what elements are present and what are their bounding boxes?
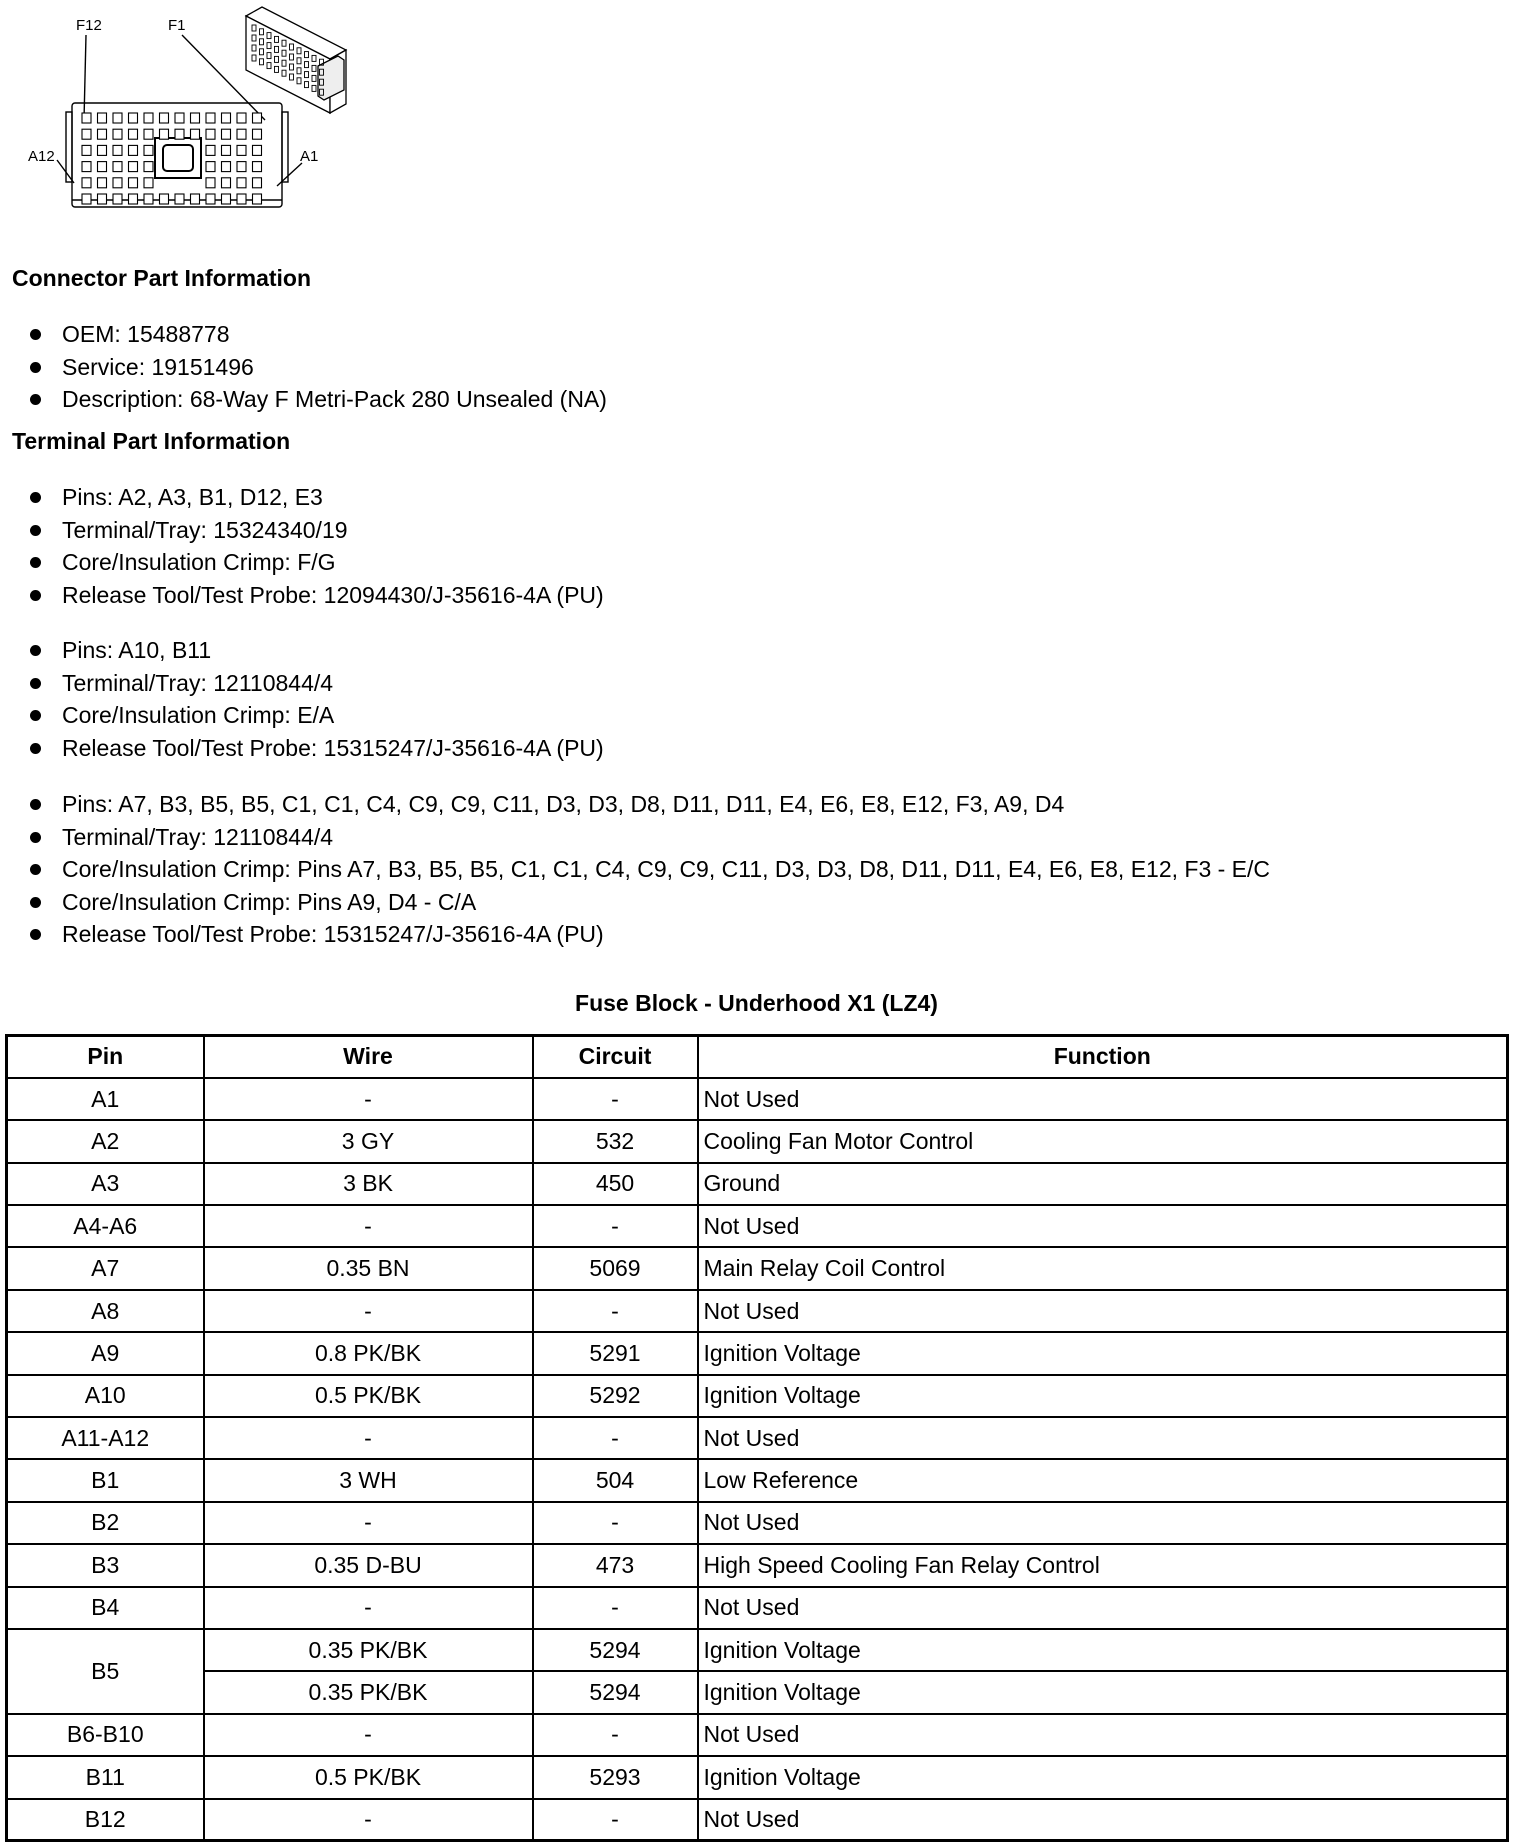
pin-cavity bbox=[253, 194, 262, 204]
list-item: Core/Insulation Crimp: Pins A9, D4 - C/A bbox=[30, 886, 1270, 919]
cell-circuit: - bbox=[533, 1205, 698, 1247]
list-item: Release Tool/Test Probe: 15315247/J-35616-4A (PU) bbox=[30, 918, 1270, 951]
list-item: Core/Insulation Crimp: Pins A7, B3, B5, B5, C1, C1, C4, C9, C9, C11, D3, D3, D8, D11, D11, E4, E6, E8, E12, F3 - E/C bbox=[30, 853, 1270, 886]
cell-function: Not Used bbox=[698, 1587, 1508, 1629]
terminal-group-1 bbox=[30, 481, 604, 611]
list-item: Release Tool/Test Probe: 15315247/J-35616-4A (PU) bbox=[30, 732, 604, 765]
pin-cavity bbox=[113, 113, 122, 123]
pin-cavity bbox=[237, 178, 246, 188]
cell-pin: A7 bbox=[7, 1247, 204, 1289]
pin-cavity bbox=[129, 145, 138, 155]
cell-wire: 3 BK bbox=[204, 1163, 533, 1205]
cell-function: Not Used bbox=[698, 1078, 1508, 1120]
pin-cavity bbox=[191, 113, 200, 123]
pin-cavity bbox=[206, 178, 215, 188]
table-row bbox=[7, 1163, 1508, 1205]
pin-cavity bbox=[160, 113, 169, 123]
cell-wire: 0.5 PK/BK bbox=[204, 1756, 533, 1798]
cell-wire: - bbox=[204, 1205, 533, 1247]
pin-cavity bbox=[98, 194, 107, 204]
cell-function: Ignition Voltage bbox=[698, 1629, 1508, 1671]
label-a12: A12 bbox=[28, 148, 55, 165]
list-item: Terminal/Tray: 12110844/4 bbox=[30, 821, 1270, 854]
pin-cavity bbox=[222, 162, 231, 172]
pin-cavity bbox=[144, 129, 153, 139]
pin-cavity bbox=[175, 129, 184, 139]
pin-cavity bbox=[129, 129, 138, 139]
pin-cavity bbox=[237, 129, 246, 139]
pin-cavity bbox=[98, 113, 107, 123]
pin-cavity bbox=[222, 145, 231, 155]
list-item: Description: 68-Way F Metri-Pack 280 Unsealed (NA) bbox=[30, 383, 607, 416]
pin-cavity bbox=[206, 194, 215, 204]
pin-cavity bbox=[82, 162, 91, 172]
cell-circuit: - bbox=[533, 1290, 698, 1332]
cell-wire: - bbox=[204, 1290, 533, 1332]
cell-wire: - bbox=[204, 1714, 533, 1756]
pin-cavity bbox=[98, 145, 107, 155]
pin-cavity bbox=[253, 145, 262, 155]
cell-function: Ignition Voltage bbox=[698, 1332, 1508, 1374]
cell-circuit: - bbox=[533, 1417, 698, 1459]
pin-cavity bbox=[160, 129, 169, 139]
cell-pin: B6-B10 bbox=[7, 1714, 204, 1756]
table-row bbox=[7, 1375, 1508, 1417]
cell-function: Low Reference bbox=[698, 1459, 1508, 1501]
table-row bbox=[7, 1587, 1508, 1629]
pin-cavity bbox=[175, 113, 184, 123]
cell-wire: 0.35 PK/BK bbox=[204, 1671, 533, 1713]
cell-circuit: 473 bbox=[533, 1544, 698, 1586]
cell-pin: B2 bbox=[7, 1502, 204, 1544]
header-function: Function bbox=[698, 1036, 1508, 1078]
cell-wire: 0.35 BN bbox=[204, 1247, 533, 1289]
pin-cavity bbox=[82, 113, 91, 123]
cell-pin: B5 bbox=[7, 1629, 204, 1714]
pin-cavity bbox=[206, 113, 215, 123]
pin-cavity bbox=[222, 129, 231, 139]
pin-cavity bbox=[98, 162, 107, 172]
pin-cavity bbox=[113, 178, 122, 188]
table-row bbox=[7, 1459, 1508, 1501]
connector-info-heading: Connector Part Information bbox=[12, 265, 312, 291]
header-pin: Pin bbox=[7, 1036, 204, 1078]
cell-pin: A8 bbox=[7, 1290, 204, 1332]
cell-pin: A3 bbox=[7, 1163, 204, 1205]
connector-3d-view bbox=[246, 7, 346, 113]
pin-cavity bbox=[98, 129, 107, 139]
cell-function: Ignition Voltage bbox=[698, 1375, 1508, 1417]
cell-circuit: 5294 bbox=[533, 1629, 698, 1671]
cell-function: Not Used bbox=[698, 1502, 1508, 1544]
list-item: OEM: 15488778 bbox=[30, 318, 607, 351]
pinout-table bbox=[5, 1034, 1509, 1842]
table-header-row bbox=[7, 1036, 1508, 1078]
cell-circuit: 450 bbox=[533, 1163, 698, 1205]
cell-pin: A10 bbox=[7, 1375, 204, 1417]
pin-cavity bbox=[237, 194, 246, 204]
cell-wire: - bbox=[204, 1078, 533, 1120]
cell-wire: - bbox=[204, 1417, 533, 1459]
cell-function: Not Used bbox=[698, 1799, 1508, 1841]
pin-cavity bbox=[113, 162, 122, 172]
table-row bbox=[7, 1671, 1508, 1713]
header-circuit: Circuit bbox=[533, 1036, 698, 1078]
terminal-group-2 bbox=[30, 634, 604, 764]
pin-cavity bbox=[98, 178, 107, 188]
label-f1: F1 bbox=[168, 17, 186, 34]
list-item: Release Tool/Test Probe: 12094430/J-35616-4A (PU) bbox=[30, 579, 604, 612]
cell-pin: B12 bbox=[7, 1799, 204, 1841]
table-row bbox=[7, 1417, 1508, 1459]
list-item: Pins: A2, A3, B1, D12, E3 bbox=[30, 481, 604, 514]
cell-circuit: - bbox=[533, 1587, 698, 1629]
cell-wire: - bbox=[204, 1587, 533, 1629]
pin-cavity bbox=[82, 129, 91, 139]
pin-cavity bbox=[222, 178, 231, 188]
table-row bbox=[7, 1290, 1508, 1332]
cell-function: Cooling Fan Motor Control bbox=[698, 1120, 1508, 1162]
pin-cavity bbox=[82, 145, 91, 155]
cell-wire: 3 GY bbox=[204, 1120, 533, 1162]
pin-cavity bbox=[144, 145, 153, 155]
cell-circuit: 5294 bbox=[533, 1671, 698, 1713]
pin-cavity bbox=[237, 162, 246, 172]
cell-function: Ignition Voltage bbox=[698, 1671, 1508, 1713]
pin-cavity bbox=[253, 129, 262, 139]
pin-grid bbox=[82, 113, 262, 204]
cell-pin: B1 bbox=[7, 1459, 204, 1501]
list-item: Core/Insulation Crimp: E/A bbox=[30, 699, 604, 732]
cell-pin: A2 bbox=[7, 1120, 204, 1162]
cell-wire: - bbox=[204, 1502, 533, 1544]
table-row bbox=[7, 1502, 1508, 1544]
cell-circuit: 5069 bbox=[533, 1247, 698, 1289]
pin-cavity bbox=[222, 194, 231, 204]
cell-circuit: 504 bbox=[533, 1459, 698, 1501]
table-row bbox=[7, 1332, 1508, 1374]
table-row bbox=[7, 1799, 1508, 1841]
terminal-group-3 bbox=[30, 788, 1270, 951]
table-row bbox=[7, 1756, 1508, 1798]
connector-info-list bbox=[30, 318, 607, 416]
cell-pin: B11 bbox=[7, 1756, 204, 1798]
list-item: Service: 19151496 bbox=[30, 351, 607, 384]
table-row bbox=[7, 1544, 1508, 1586]
cell-circuit: 5293 bbox=[533, 1756, 698, 1798]
pin-cavity bbox=[144, 194, 153, 204]
pin-cavity bbox=[191, 129, 200, 139]
label-f12: F12 bbox=[76, 17, 102, 34]
cell-wire: 3 WH bbox=[204, 1459, 533, 1501]
cell-pin: A1 bbox=[7, 1078, 204, 1120]
cell-wire: 0.5 PK/BK bbox=[204, 1375, 533, 1417]
cell-pin: B3 bbox=[7, 1544, 204, 1586]
cell-circuit: - bbox=[533, 1714, 698, 1756]
pin-cavity bbox=[253, 113, 262, 123]
cell-function: Not Used bbox=[698, 1205, 1508, 1247]
cell-function: High Speed Cooling Fan Relay Control bbox=[698, 1544, 1508, 1586]
list-item: Terminal/Tray: 12110844/4 bbox=[30, 667, 604, 700]
connector-diagram bbox=[0, 0, 400, 225]
list-item: Pins: A7, B3, B5, B5, C1, C1, C4, C9, C9, C11, D3, D3, D8, D11, D11, E4, E6, E8, E12, F3, A9, D4 bbox=[30, 788, 1270, 821]
cell-wire: - bbox=[204, 1799, 533, 1841]
cell-circuit: 5292 bbox=[533, 1375, 698, 1417]
list-item: Terminal/Tray: 15324340/19 bbox=[30, 514, 604, 547]
pin-cavity bbox=[237, 145, 246, 155]
header-wire: Wire bbox=[204, 1036, 533, 1078]
pin-cavity bbox=[113, 194, 122, 204]
pin-cavity bbox=[144, 113, 153, 123]
cell-function: Not Used bbox=[698, 1290, 1508, 1332]
pin-cavity bbox=[206, 162, 215, 172]
table-row bbox=[7, 1205, 1508, 1247]
pin-cavity bbox=[191, 194, 200, 204]
pin-cavity bbox=[144, 178, 153, 188]
pin-cavity bbox=[113, 129, 122, 139]
cell-function: Ignition Voltage bbox=[698, 1756, 1508, 1798]
table-title: Fuse Block - Underhood X1 (LZ4) bbox=[575, 990, 938, 1016]
cell-circuit: - bbox=[533, 1502, 698, 1544]
table-row bbox=[7, 1247, 1508, 1289]
pin-cavity bbox=[82, 178, 91, 188]
cell-pin: B4 bbox=[7, 1587, 204, 1629]
cell-wire: 0.8 PK/BK bbox=[204, 1332, 533, 1374]
cell-pin: A9 bbox=[7, 1332, 204, 1374]
label-a1: A1 bbox=[300, 148, 319, 165]
cell-function: Ground bbox=[698, 1163, 1508, 1205]
pin-cavity bbox=[113, 145, 122, 155]
cell-function: Not Used bbox=[698, 1417, 1508, 1459]
pin-cavity bbox=[129, 194, 138, 204]
pin-cavity bbox=[253, 178, 262, 188]
pin-cavity bbox=[237, 113, 246, 123]
pin-cavity bbox=[222, 113, 231, 123]
pin-cavity bbox=[129, 162, 138, 172]
table-row bbox=[7, 1714, 1508, 1756]
list-item: Core/Insulation Crimp: F/G bbox=[30, 546, 604, 579]
pin-cavity bbox=[160, 194, 169, 204]
cell-wire: 0.35 D-BU bbox=[204, 1544, 533, 1586]
pin-cavity bbox=[82, 194, 91, 204]
table-row bbox=[7, 1629, 1508, 1671]
table-row bbox=[7, 1120, 1508, 1162]
pin-cavity bbox=[129, 178, 138, 188]
list-item: Pins: A10, B11 bbox=[30, 634, 604, 667]
cell-function: Main Relay Coil Control bbox=[698, 1247, 1508, 1289]
pin-cavity bbox=[144, 162, 153, 172]
pin-cavity bbox=[175, 194, 184, 204]
cell-circuit: - bbox=[533, 1078, 698, 1120]
pin-cavity bbox=[206, 145, 215, 155]
cell-pin: A11-A12 bbox=[7, 1417, 204, 1459]
cell-circuit: 532 bbox=[533, 1120, 698, 1162]
cell-function: Not Used bbox=[698, 1714, 1508, 1756]
pin-cavity bbox=[129, 113, 138, 123]
cell-pin: A4-A6 bbox=[7, 1205, 204, 1247]
cell-wire: 0.35 PK/BK bbox=[204, 1629, 533, 1671]
pin-cavity bbox=[206, 129, 215, 139]
cell-circuit: - bbox=[533, 1799, 698, 1841]
terminal-info-heading: Terminal Part Information bbox=[12, 428, 291, 454]
table-row bbox=[7, 1078, 1508, 1120]
pin-cavity bbox=[253, 162, 262, 172]
cell-circuit: 5291 bbox=[533, 1332, 698, 1374]
